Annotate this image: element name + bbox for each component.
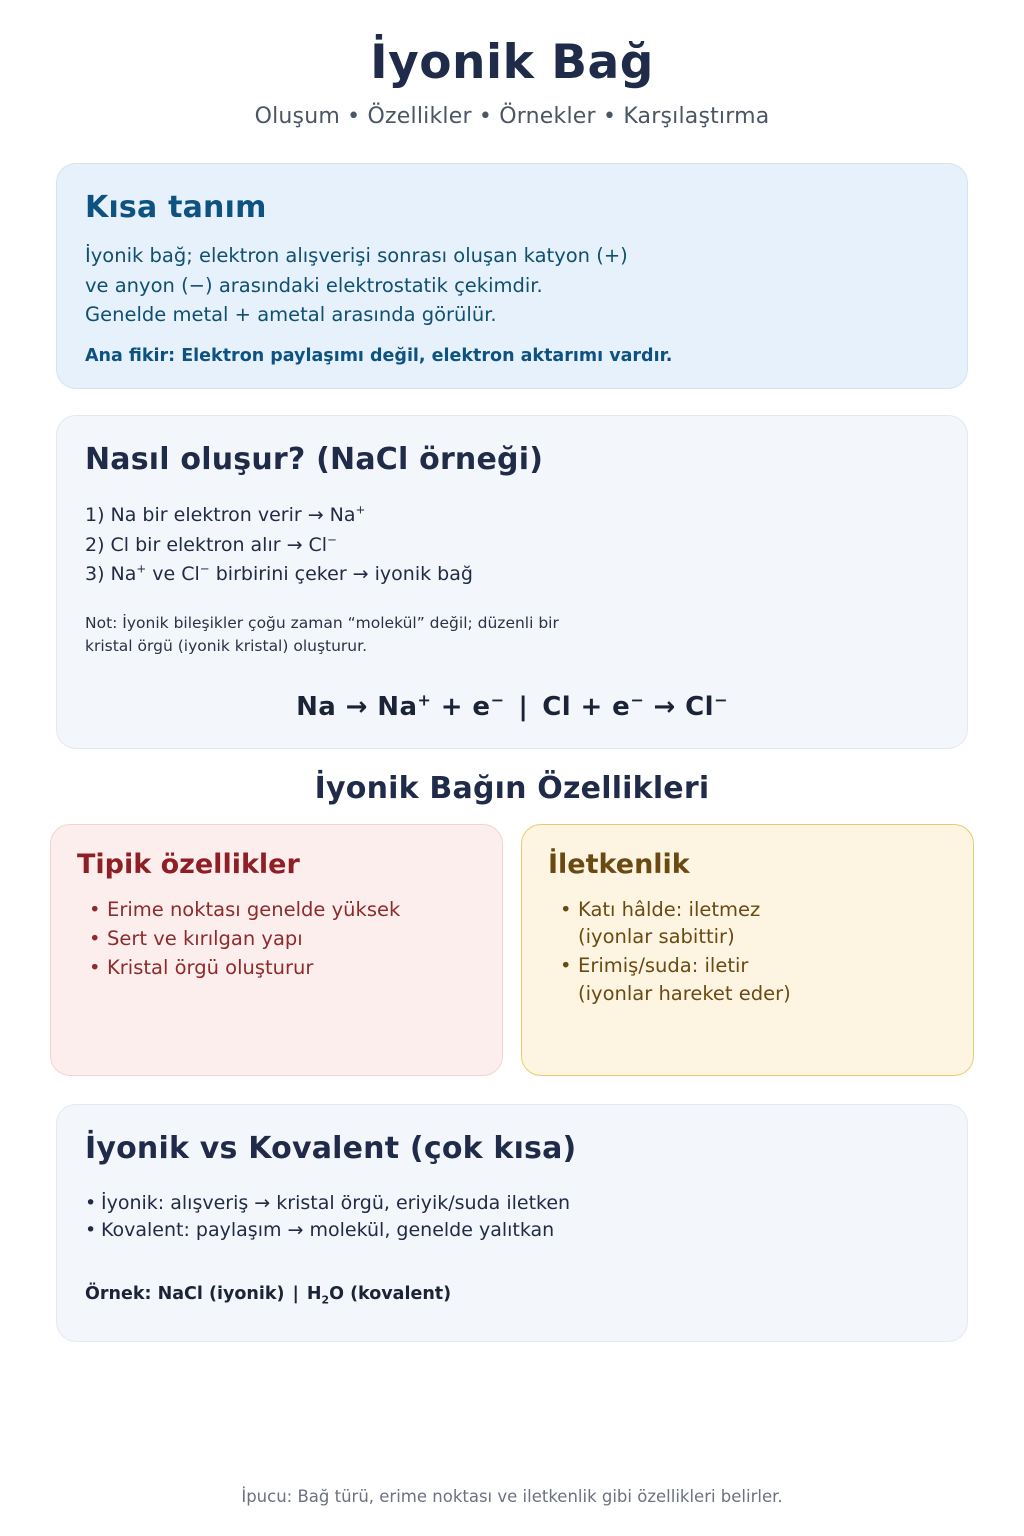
formation-card — [56, 415, 968, 749]
page-title: İyonik Bağ — [370, 35, 654, 90]
equation-right-charge-1: − — [630, 690, 645, 710]
list-item: • Sert ve kırılgan yapı — [89, 925, 476, 952]
formation-step-3-text-b: ve Cl — [146, 563, 200, 586]
header — [0, 0, 1024, 129]
equation-right-text-a: Cl + e — [542, 691, 631, 722]
formation-step-1 — [85, 501, 939, 531]
equation-left-text-b: + e — [431, 691, 491, 722]
formation-note — [85, 612, 939, 658]
formation-note-line-1: Not: İyonik bileşikler çoğu zaman “molekül” değil; düzenli bir — [85, 613, 559, 632]
formation-step-1-text: 1) Na bir elektron verir → Na — [85, 503, 356, 526]
compare-list — [85, 1190, 939, 1245]
equation-left — [296, 692, 504, 722]
list-item: • Erime noktası genelde yüksek — [89, 896, 476, 923]
conductivity-card — [521, 824, 974, 1076]
definition-line-2: ve anyon (−) arasındaki elektrostatik çekimdir. — [85, 273, 543, 297]
formation-step-3-text-a: 3) Na — [85, 563, 137, 586]
list-item — [560, 896, 947, 951]
compare-example-covalent — [306, 1284, 452, 1307]
conductivity-list — [548, 896, 947, 1007]
compare-example-ionic: Örnek: NaCl (iyonik) — [85, 1284, 285, 1305]
conductivity-heading: İletkenlik — [548, 848, 690, 880]
definition-card — [56, 163, 968, 389]
cards-container — [0, 163, 1024, 749]
properties-columns — [0, 824, 1024, 1076]
list-item: • İyonik: alışveriş → kristal örgü, eriyik/suda iletken — [85, 1190, 939, 1217]
formation-equation — [85, 692, 939, 722]
formation-card-heading: Nasıl oluşur? (NaCl örneği) — [85, 441, 544, 477]
footer-tip: İpucu: Bağ türü, erime noktası ve iletkenlik gibi özellikleri belirler. — [241, 1487, 783, 1506]
conductivity-item-sub: (iyonlar hareket eder) — [578, 981, 791, 1005]
formation-step-3-charge-1: + — [136, 561, 147, 576]
typical-properties-list — [77, 896, 476, 982]
equation-right-charge-2: − — [713, 690, 728, 710]
compare-card-heading: İyonik vs Kovalent (çok kısa) — [85, 1130, 577, 1166]
conductivity-item-main: Erimiş/suda: iletir — [578, 954, 749, 978]
page-subtitle: Oluşum • Özellikler • Örnekler • Karşılaştırma — [254, 104, 770, 130]
compare-example-separator: | — [292, 1284, 299, 1305]
formation-note-line-2: kristal örgü (iyonik kristal) oluşturur. — [85, 636, 368, 655]
formation-step-3-charge-2: − — [199, 561, 210, 576]
equation-left-charge-1: + — [417, 690, 432, 710]
equation-left-charge-2: − — [490, 690, 505, 710]
definition-card-heading: Kısa tanım — [85, 190, 267, 226]
formation-step-2-charge: − — [327, 532, 337, 547]
formation-step-1-charge: + — [355, 502, 366, 517]
list-item: • Kovalent: paylaşım → molekül, genelde yalıtkan — [85, 1217, 939, 1244]
definition-card-body — [85, 241, 939, 330]
properties-section-heading: İyonik Bağın Özellikleri — [314, 770, 710, 806]
typical-properties-card — [50, 824, 503, 1076]
definition-line-3: Genelde metal + ametal arasında görülür. — [85, 303, 497, 327]
definition-line-1: İyonik bağ; elektron alışverişi sonrası oluşan katyon (+) — [85, 244, 628, 268]
compare-example — [85, 1284, 939, 1307]
equation-left-text-a: Na → Na — [296, 691, 418, 722]
formation-step-2 — [85, 531, 939, 561]
compare-example-covalent-pre: H — [306, 1284, 322, 1305]
compare-example-covalent-post: O (kovalent) — [329, 1284, 452, 1305]
equation-right — [542, 692, 728, 722]
formation-step-3 — [85, 560, 939, 590]
formation-step-3-text-c: birbirini çeker → iyonik bağ — [209, 563, 473, 586]
compare-card — [56, 1104, 968, 1342]
equation-separator: | — [518, 691, 529, 722]
typical-properties-heading: Tipik özellikler — [77, 848, 300, 880]
compare-example-covalent-sub: 2 — [321, 1293, 330, 1307]
formation-steps — [85, 501, 939, 590]
key-idea-text: Ana fikir: Elektron paylaşımı değil, elektron aktarımı vardır. — [85, 345, 673, 366]
conductivity-item-main: Katı hâlde: iletmez — [578, 897, 761, 921]
list-item: • Kristal örgü oluşturur — [89, 954, 476, 981]
equation-right-text-b: → Cl — [644, 691, 714, 722]
formation-step-2-text: 2) Cl bir elektron alır → Cl — [85, 533, 328, 556]
conductivity-item-sub: (iyonlar sabittir) — [578, 924, 735, 948]
compare-wrapper — [0, 1104, 1024, 1342]
list-item — [560, 952, 947, 1007]
